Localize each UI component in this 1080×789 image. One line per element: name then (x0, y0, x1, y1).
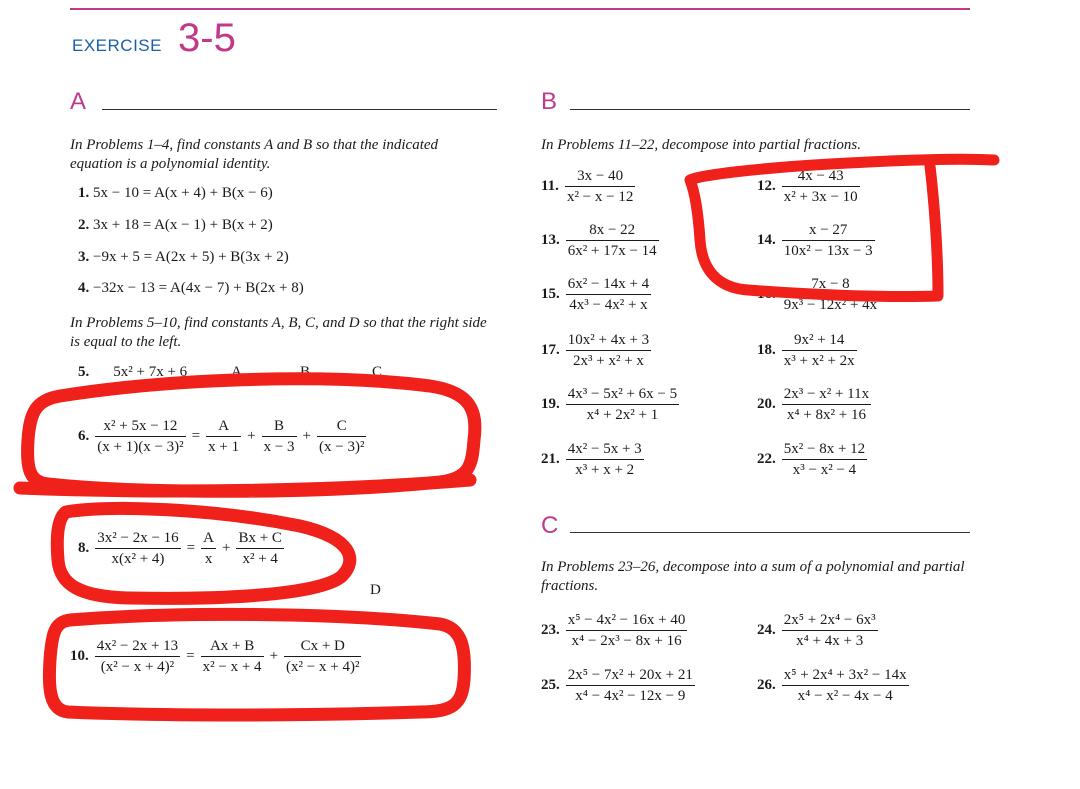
problem-number: 25. (541, 677, 560, 693)
numerator: 4x² − 2x + 13 (95, 636, 180, 657)
problem-3 (78, 249, 289, 266)
numerator: A (206, 416, 241, 437)
fraction (782, 384, 871, 425)
problem-number: 18. (757, 342, 776, 358)
fraction (201, 636, 264, 677)
fraction (782, 330, 857, 371)
section-a-letter: A (70, 88, 87, 115)
numerator: 8x − 22 (566, 220, 659, 241)
problem-13 (541, 220, 659, 261)
problem-number: 11. (541, 178, 559, 194)
numerator: C (317, 416, 366, 437)
problem-5-term-c: C (372, 364, 383, 380)
denominator: (x + 1)(x − 3)² (97, 439, 184, 455)
problem-number: 4. (78, 280, 90, 296)
section-c-letter: C (541, 512, 559, 539)
fraction (206, 416, 241, 457)
fraction (566, 665, 695, 706)
problem-number: 17. (541, 342, 560, 358)
plus-sign: + (269, 648, 279, 664)
problem-number: 1. (78, 185, 90, 201)
numerator: x⁵ − 4x² − 16x + 40 (566, 610, 688, 631)
problem-17 (541, 330, 651, 371)
problem-number: 5. (78, 364, 90, 380)
problem-number: 14. (757, 232, 776, 248)
denominator: 6x² + 17x − 14 (567, 243, 657, 259)
numerator: B (262, 416, 297, 437)
fraction (95, 416, 185, 457)
plus-sign: + (221, 540, 231, 556)
denominator: 2x³ + x² + x (573, 353, 644, 369)
problem-number: 19. (541, 396, 560, 412)
problem-11 (541, 166, 635, 207)
fraction (262, 416, 297, 457)
denominator: x − 3 (263, 439, 295, 455)
problem-number: 16. (757, 286, 776, 302)
problem-23 (541, 610, 687, 651)
problem-text: 5x − 10 = A(x + 4) + B(x − 6) (93, 185, 273, 201)
denominator: x(x² + 4) (111, 551, 165, 567)
section-a-rule (102, 109, 497, 110)
numerator: 2x³ − x² + 11x (782, 384, 871, 405)
instructions-a2: In Problems 5–10, find constants A, B, C, and D so that the right side is equal to the left. (70, 315, 487, 350)
denominator: x³ + x² + 2x (783, 353, 855, 369)
denominator: x⁴ − 4x² − 12x − 9 (575, 688, 686, 704)
fraction (782, 166, 860, 207)
problem-text: −9x + 5 = A(2x + 5) + B(3x + 2) (93, 249, 289, 265)
problem-number: 24. (757, 622, 776, 638)
numerator: 2x⁵ − 7x² + 20x + 21 (566, 665, 695, 686)
problem-22 (757, 439, 867, 480)
fraction (566, 610, 688, 651)
problem-20 (757, 384, 871, 425)
problem-2 (78, 217, 273, 234)
numerator: Cx + D (284, 636, 361, 657)
denominator: x⁴ − 2x³ − 8x + 16 (571, 633, 682, 649)
fraction (317, 416, 366, 457)
fraction (566, 274, 651, 315)
section-b-rule (570, 109, 970, 110)
denominator: x² − x − 12 (566, 189, 634, 205)
instructions-a1: In Problems 1–4, find constants A and B so that the indicated equation is a polynomial identity. (70, 137, 439, 172)
denominator: x⁴ − x² − 4x − 4 (797, 688, 893, 704)
exercise-number: 3-5 (178, 16, 236, 60)
problem-number: 2. (78, 217, 90, 233)
problem-number: 6. (78, 428, 90, 444)
plus-sign: + (247, 428, 256, 444)
denominator: x² − x + 4 (202, 659, 262, 675)
numerator: 5x² − 8x + 12 (782, 439, 867, 460)
problem-5 (78, 364, 382, 381)
instructions-b: In Problems 11–22, decompose into partial fractions. (541, 137, 861, 153)
problem-number: 7. (78, 483, 90, 499)
denominator: x⁴ + 2x² + 1 (586, 407, 659, 423)
numerator: Ax + B (201, 636, 264, 657)
problem-number: 20. (757, 396, 776, 412)
problem-10 (70, 636, 361, 677)
denominator: x³ − x² − 4 (792, 462, 857, 478)
section-b-letter: B (541, 88, 558, 115)
denominator: x + 1 (208, 439, 240, 455)
problem-number: 10. (70, 648, 89, 664)
problem-15 (541, 274, 651, 315)
fraction (782, 665, 909, 706)
numerator: x² + 5x − 12 (95, 416, 185, 437)
fraction (236, 528, 283, 569)
problem-number: 13. (541, 232, 560, 248)
problem-9-term-d: D (370, 582, 381, 598)
numerator: 9x² + 14 (782, 330, 857, 351)
fraction (782, 439, 867, 480)
denominator: 4x³ − 4x² + x (569, 297, 648, 313)
problem-text: 3x + 18 = A(x − 1) + B(x + 2) (93, 217, 273, 233)
top-rule (70, 8, 970, 10)
denominator: x (204, 551, 213, 567)
fraction (566, 439, 644, 480)
problem-8 (78, 528, 284, 569)
denominator: 9x³ − 12x² + 4x (783, 297, 878, 313)
numerator: 7x − 8 (782, 274, 879, 295)
problem-6 (78, 416, 366, 457)
problem-25 (541, 665, 695, 706)
problem-number: 12. (757, 178, 776, 194)
fraction (782, 220, 875, 261)
plus-sign: + (302, 428, 311, 444)
equals-sign: = (186, 540, 196, 556)
denominator: x² + 4 (242, 551, 278, 567)
problem-number: 22. (757, 451, 776, 467)
fraction (95, 528, 180, 569)
numerator: 3x − 40 (565, 166, 635, 187)
numerator: 4x − 43 (782, 166, 860, 187)
fraction (95, 636, 180, 677)
problem-9-fragment (370, 582, 381, 599)
numerator: 2x⁵ + 2x⁴ − 6x³ (782, 610, 878, 631)
numerator: 4x³ − 5x² + 6x − 5 (566, 384, 679, 405)
denominator: (x − 3)² (319, 439, 365, 455)
problem-14 (757, 220, 875, 261)
numerator: x − 27 (782, 220, 875, 241)
problem-text: −32x − 13 = A(4x − 7) + B(2x + 8) (93, 280, 304, 296)
fraction (782, 610, 878, 651)
problem-24 (757, 610, 878, 651)
fraction (566, 384, 679, 425)
problem-5-numerator: 5x² + 7x + 6 (113, 364, 188, 380)
problem-number: 3. (78, 249, 90, 265)
problem-12 (757, 166, 860, 207)
numerator: A (201, 528, 216, 549)
problem-5-term-b: B (300, 364, 311, 380)
denominator: x² + 3x − 10 (783, 189, 858, 205)
problem-5-term-a: A (231, 364, 243, 380)
numerator: 10x² + 4x + 3 (566, 330, 651, 351)
problem-number: 26. (757, 677, 776, 693)
section-c-rule (570, 532, 970, 533)
problem-21 (541, 439, 644, 480)
problem-1 (78, 185, 273, 202)
problem-19 (541, 384, 679, 425)
problem-4 (78, 280, 304, 297)
numerator: Bx + C (236, 528, 283, 549)
fraction (566, 220, 659, 261)
denominator: x³ + x + 2 (575, 462, 635, 478)
denominator: x⁴ + 4x + 3 (796, 633, 864, 649)
denominator: 10x² − 13x − 3 (783, 243, 873, 259)
problem-26 (757, 665, 909, 706)
fraction (565, 166, 635, 207)
fraction (201, 528, 216, 569)
exercise-label: EXERCISE (72, 36, 162, 55)
instructions-c: In Problems 23–26, decompose into a sum of a polynomial and partial fractions. (541, 559, 965, 594)
denominator: (x² − x + 4)² (100, 659, 175, 675)
problem-number: 15. (541, 286, 560, 302)
numerator: 6x² − 14x + 4 (566, 274, 651, 295)
numerator: 3x² − 2x − 16 (95, 528, 180, 549)
denominator: x⁴ + 8x² + 16 (786, 407, 866, 423)
problem-7 (78, 483, 89, 500)
problem-18 (757, 330, 857, 371)
numerator: x⁵ + 2x⁴ + 3x² − 14x (782, 665, 909, 686)
problem-number: 23. (541, 622, 560, 638)
fraction (566, 330, 651, 371)
equals-sign: = (191, 428, 201, 444)
problem-16 (757, 274, 879, 315)
problem-number: 8. (78, 540, 90, 556)
numerator: 4x² − 5x + 3 (566, 439, 644, 460)
fraction (782, 274, 879, 315)
equals-sign: = (186, 648, 195, 664)
fraction (284, 636, 361, 677)
denominator: (x² − x + 4)² (286, 659, 360, 675)
problem-number: 21. (541, 451, 560, 467)
